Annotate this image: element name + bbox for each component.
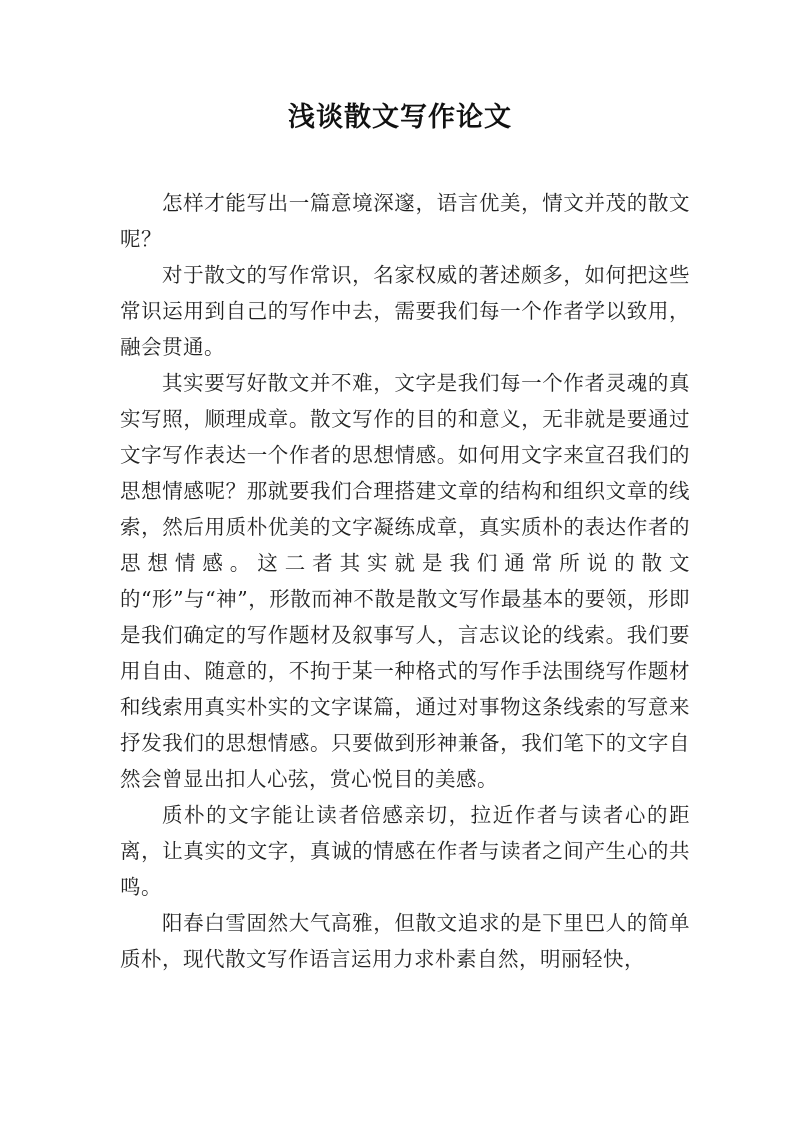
document-body	[120, 185, 690, 977]
document-title: 浅谈散文写作论文	[288, 102, 512, 133]
paragraph-5: 阳春白雪固然大气高雅，但散文追求的是下里巴人的简单质朴，现代散文写作语言运用力求朴素自然，明丽轻快，	[120, 911, 690, 971]
paragraph-4: 质朴的文字能让读者倍感亲切，拉近作者与读者心的距离，让真实的文字，真诚的情感在作者与读者之间产生心的共鸣。	[120, 803, 690, 899]
paragraph-1: 怎样才能写出一篇意境深邃，语言优美，情文并茂的散文呢？	[120, 191, 690, 251]
paragraph-2: 对于散文的写作常识，名家权威的著述颇多，如何把这些常识运用到自己的写作中去，需要我们每一个作者学以致用，融会贯通。	[120, 263, 690, 359]
paragraph-3: 其实要写好散文并不难，文字是我们每一个作者灵魂的真实写照，顺理成章。散文写作的目的和意义，无非就是要通过文字写作表达一个作者的思想情感。如何用文字来宣召我们的思想情感呢？那就要我们合理搭建文章的结构和组织文章的线索，然后用质朴优美的文字凝练成章，真实质朴的表达作者的思想情感。这二者其实就是我们通常所说的散文的“形”与“神”，形散而神不散是散文写作最基本的要领，形即是我们确定的写作题材及叙事写人，言志议论的线索。我们要用自由、随意的，不拘于某一种格式的写作手法围绕写作题材和线索用真实朴实的文字谋篇，通过对事物这条线索的写意来抒发我们的思想情感。只要做到形神兼备，我们笔下的文字自然会曾显出扣人心弦，赏心悦目的美感。	[120, 371, 690, 791]
